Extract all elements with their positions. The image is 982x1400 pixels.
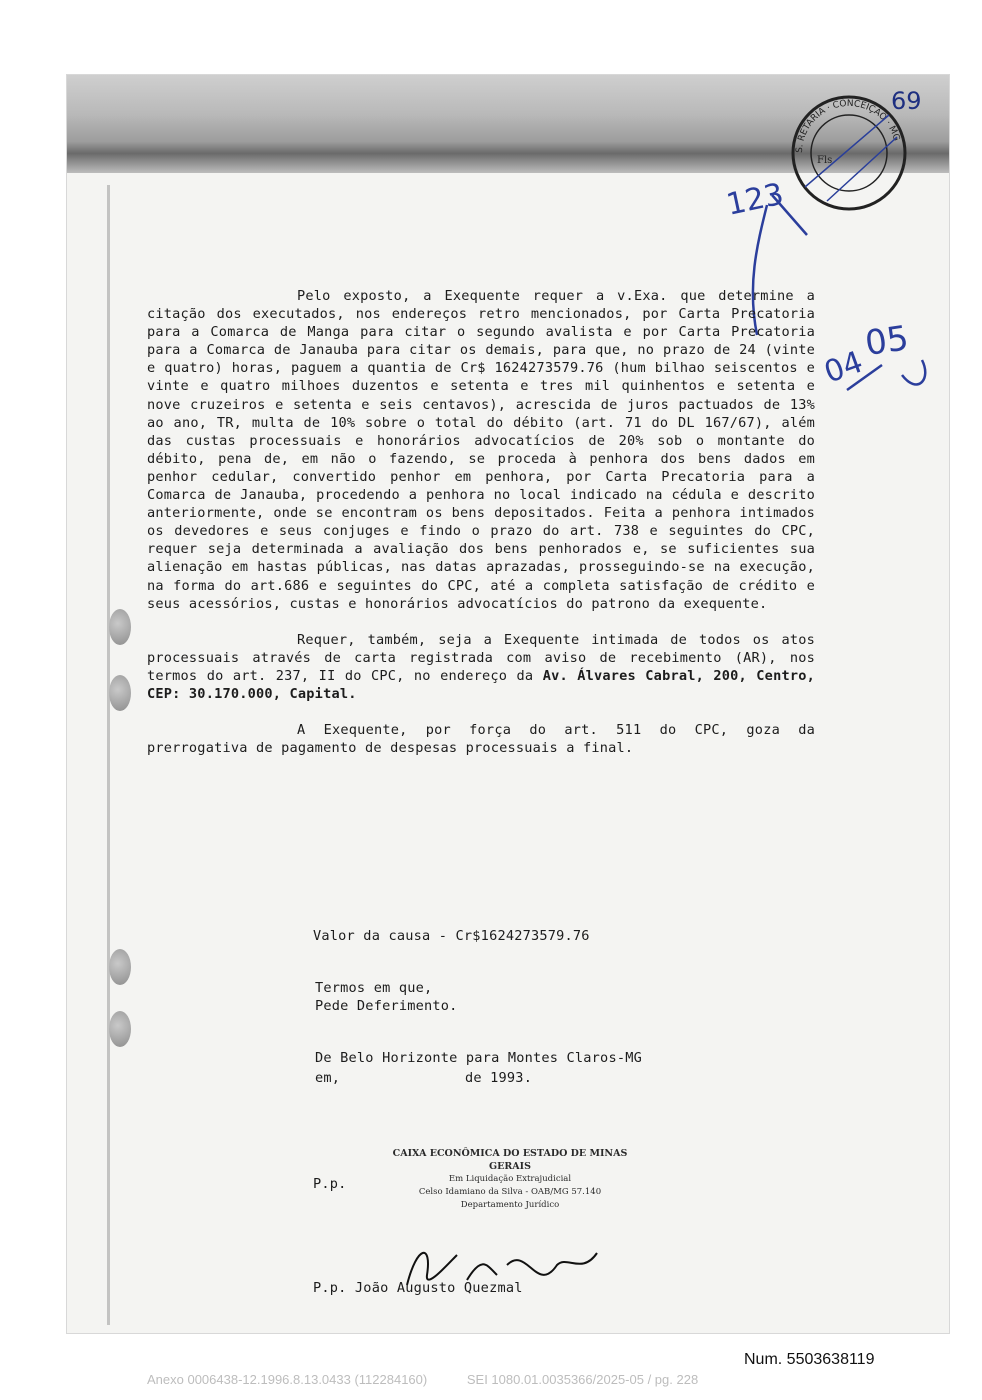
handwritten-number-123: 123 [723,176,787,223]
closing-termos: Termos em que, [315,980,433,996]
date-year: de 1993. [465,1070,533,1086]
stamp-line-2: Em Liquidação Extrajudicial [448,1174,572,1184]
paragraph-request: Pelo exposto, a Exequente requer a v.Exa. que determine a citação dos executados, nos endereços retro mencionados, por Carta Precatoria para a Comarca de Manga para citar o segundo avalista e por Carta Precatoria para a Comarca de Janauba para citar os demais, para que, no prazo de 24 (vinte e quatro) horas, paguem a quantia de Cr$ 1624273579.76 (hum bilhao seiscentos e vinte e quatro milhoes duzentos e setenta e tres mil quinhentos e setenta e nove cruzeiros e setenta e seis centavos), acrescida de juros pactuados de 13% ao ano, TR, multa de 10% sobre o total do débito (art. 71 do DL 167/67), além das custas processuais e honorários advocatícios de 20% sob o montante do débito, pena de, em não o fazendo, se proceda à penhora dos bens dados em penhor cedular, convertido penhor em penhora, por Carta Precatoria para a Comarca de Janauba, procedendo a penhora no local indicado na cédula e descrito anteriormente, onde se encontram os bens depositados. Feita a penhora intimados os devedores e seus conjuges e findo o prazo do art. 738 e seguintes do CPC, requer seja determinada a avaliação dos bens penhorados e, se suficientes sua alienação em hastas públicas, nas datas aprazadas, prosseguindo-se na execução, na forma do art.686 e seguintes do CPC, até a completa satisfação de crédito e seus acessórios, custas e honorários advocatícios do patrono da exequente. [147,288,815,612]
handwritten-number-05: 05 [862,318,912,364]
paragraph-prerogative: A Exequente, por força do art. 511 do CPC, goza da prerrogativa de pagamento de despesas processuais a final. [147,722,815,757]
footer-metadata [147,1372,977,1387]
page-number-mark [887,79,947,119]
document-number: Num. 5503638119 [744,1351,875,1368]
institution-stamp [385,1147,635,1212]
stamp-line-1: CAIXA ECONÔMICA DO ESTADO DE MINAS GERAIS [392,1148,628,1172]
handwritten-number-04: 04 [819,344,868,391]
punch-hole [109,949,131,985]
punch-hole [109,675,131,711]
stamp-line-3: Celso Idamiano da Silva - OAB/MG 57.140 [418,1187,602,1197]
pp-label-1: P.p. [313,1176,347,1192]
seal-ring-text: S. RETARIA · CONCEIÇÃO · MG [794,98,902,154]
address-text: Av. Álvares Cabral, 200, Centro, CEP: 30.170.000, Capital. [147,667,815,702]
scanned-page [66,74,950,1334]
pp-label-2: P.p. João Augusto Quezmal [313,1280,523,1296]
page-number: 69 [891,87,922,115]
valor-causa: Valor da causa - Cr$1624273579.76 [313,928,590,944]
document-body [147,287,815,757]
footer-sei: SEI 1080.01.0035366/2025-05 / pg. 228 [466,1372,699,1387]
svg-text:S. RETARIA · CONCEIÇÃO · MG [795,99,901,153]
paragraph-notification [147,631,815,703]
footer-anexo: Anexo 0006438-12.1996.8.13.0433 (112284160) [147,1372,428,1387]
punch-hole [109,609,131,645]
date-prefix: em, [315,1070,341,1086]
paragraph-notification-text: Requer, também, seja a Exequente intimada de todos os atos processuais através de carta registrada com aviso de recebimento (AR), nos termos do art. 237, II do CPC, no endereço da [147,631,815,684]
closing-pede: Pede Deferimento. [315,998,458,1014]
place-line: De Belo Horizonte para Montes Claros-MG [315,1050,642,1066]
stamp-line-4: Departamento Jurídico [460,1200,560,1210]
scan-left-edge [107,185,110,1325]
punch-hole [109,1011,131,1047]
seal-fls-label: Fls [817,155,833,166]
